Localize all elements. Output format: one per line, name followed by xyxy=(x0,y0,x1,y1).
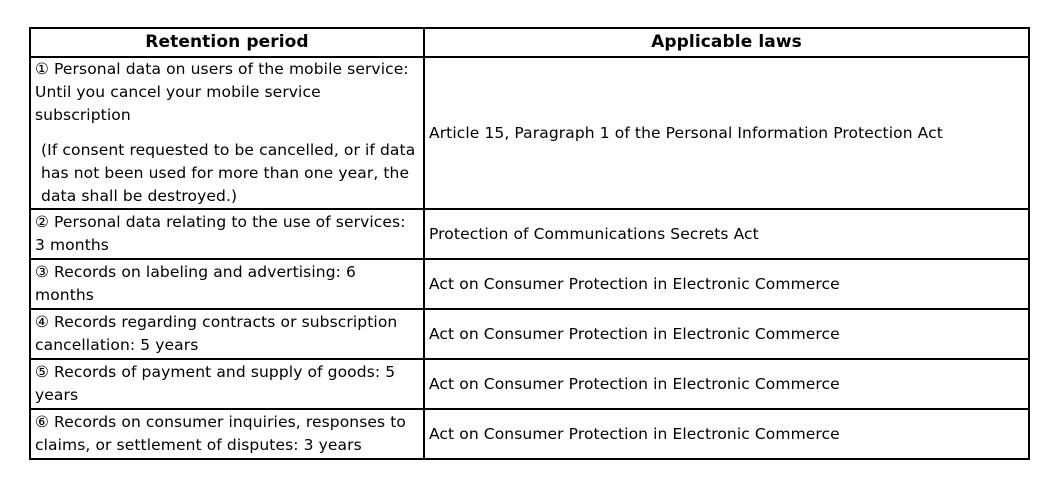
table-row xyxy=(30,309,1029,359)
retention-period-cell: ⑥ Records on consumer inquiries, responses to claims, or settlement of disputes: 3 years xyxy=(30,409,424,459)
table-row xyxy=(30,409,1029,459)
retention-period-cell: ③ Records on labeling and advertising: 6 months xyxy=(30,259,424,309)
applicable-law-cell: Act on Consumer Protection in Electronic Commerce xyxy=(424,309,1029,359)
applicable-law-cell: Act on Consumer Protection in Electronic Commerce xyxy=(424,409,1029,459)
table-row xyxy=(30,259,1029,309)
retention-period-note: (If consent requested to be cancelled, or if data has not been used for more than one year, the data shall be destroyed.) xyxy=(41,141,416,205)
table-row xyxy=(30,57,1029,209)
header-row xyxy=(30,28,1029,57)
applicable-law-cell: Act on Consumer Protection in Electronic Commerce xyxy=(424,259,1029,309)
retention-table xyxy=(29,27,1030,460)
header-applicable-laws: Applicable laws xyxy=(424,28,1029,57)
applicable-law-cell: Article 15, Paragraph 1 of the Personal Information Protection Act xyxy=(424,57,1029,209)
retention-period-cell: ② Personal data relating to the use of services: 3 months xyxy=(30,209,424,259)
table-row xyxy=(30,359,1029,409)
applicable-law-cell: Protection of Communications Secrets Act xyxy=(424,209,1029,259)
table-header xyxy=(30,28,1029,57)
retention-period-cell: ⑤ Records of payment and supply of goods: 5 years xyxy=(30,359,424,409)
table-body xyxy=(30,57,1029,459)
applicable-law-cell: Act on Consumer Protection in Electronic Commerce xyxy=(424,359,1029,409)
table-row xyxy=(30,209,1029,259)
retention-period-cell: ④ Records regarding contracts or subscription cancellation: 5 years xyxy=(30,309,424,359)
header-retention-period: Retention period xyxy=(30,28,424,57)
retention-period-cell xyxy=(30,57,424,209)
paragraph-gap xyxy=(35,127,419,139)
retention-period-text: ① Personal data on users of the mobile service: Until you cancel your mobile service subscription xyxy=(35,60,409,124)
